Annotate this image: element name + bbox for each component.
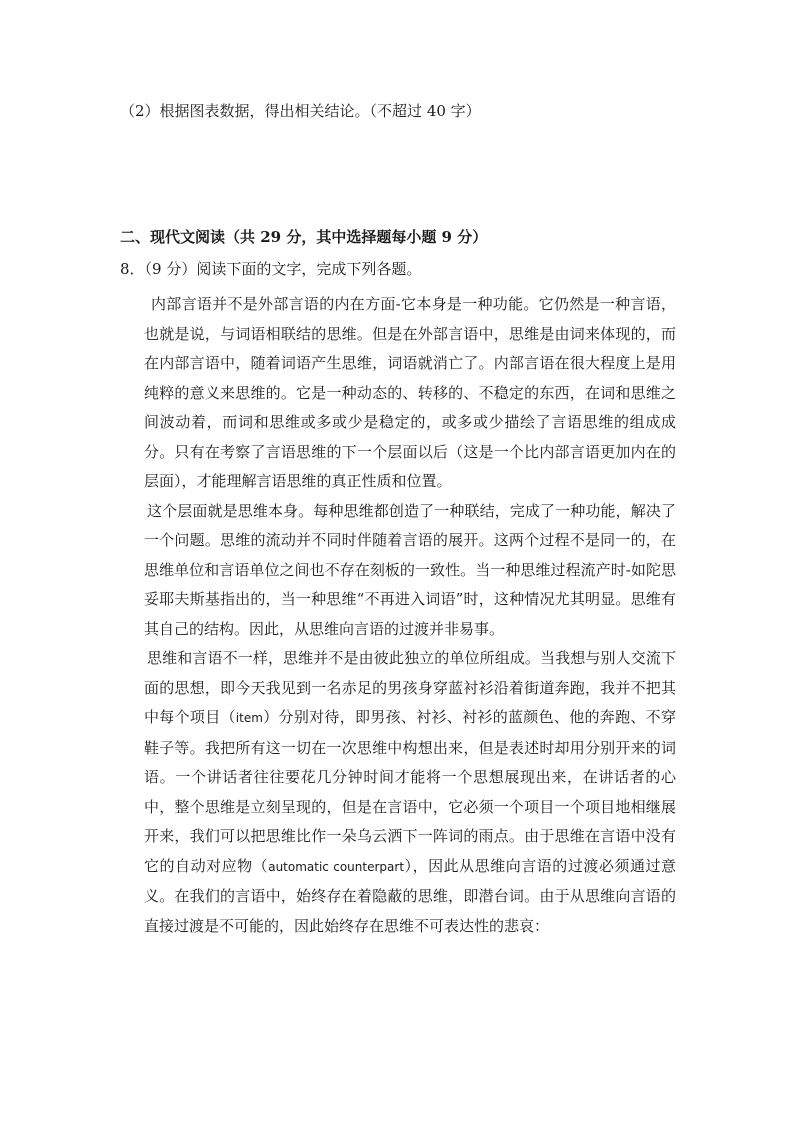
question-2-prompt: （2）根据图表数据，得出相关结论。（不超过 40 字） [120,102,481,120]
term-item: item [235,711,263,725]
section-title: 二、现代文阅读（共 29 分，其中选择题每小题 9 分） [120,228,488,246]
reading-passage [144,290,676,941]
paragraph-3-text-a: 思维和言语不一样，思维并不是由彼此独立的单位所组成。当我想与别人交流下面的思想，即今天我见到一名赤足的男孩身穿蓝衬衫沿着街道奔跑，我并不把其中每个项目（ [144,649,676,726]
term-automatic-counterpart: automatic counterpart [268,859,405,874]
paragraph-3-text-b: ）分别对待，即男孩、衬衫、衬衫的蓝颜色、他的奔跑、不穿鞋子等。我把所有这一切在一次思维中构想出来，但是表述时却用分别开来的词语。一个讲话者往往要花几分钟时间才能将一个思想展现出来，在讲话者的心中，整个思维是立刻呈现的，但是在言语中，它必须一个项目一个项目地相继展开来，我们可以把思维比作一朵乌云洒下一阵词的雨点。由于思维在言语中没有它的自动对应物（ [144,708,676,875]
passage-paragraph-3 [144,644,676,941]
passage-paragraph-2: 这个层面就是思维本身。每种思维都创造了一种联结，完成了一种功能，解决了一个问题。思维的流动并不同时伴随着言语的展开。这两个过程不是同一的，在思维单位和言语单位之间也不存在刻板的一致性。当一种思维过程流产时-如陀思妥耶夫斯基指出的，当一种思维“不再进入词语”时，这种情况尤其明显。思维有其自己的结构。因此，从思维向言语的过渡并非易事。 [144,501,676,638]
passage-paragraph-1: 内部言语并不是外部言语的内在方面-它本身是一种功能。它仍然是一种言语，也就是说，与词语相联结的思维。但是在外部言语中，思维是由词来体现的，而在内部言语中，随着词语产生思维，词语就消亡了。内部言语在很大程度上是用纯粹的意义来思维的。它是一种动态的、转移的、不稳定的东西，在词和思维之间波动着，而词和思维或多或少是稳定的，或多或少描绘了言语思维的组成成分。只有在考察了言语思维的下一个层面以后（这是一个比内部言语更加内在的层面），才能理解言语思维的真正性质和位置。 [144,295,676,490]
item-8-heading: 8．（9 分）阅读下面的文字，完成下列各题。 [120,260,422,278]
paragraph-3-text-c: ），因此从思维向言语的过渡必须通过意义。在我们的言语中，始终存在着隐蔽的思维，即潜台词。由于从思维向言语的直接过渡是不可能的，因此始终存在思维不可表达性的悲哀： [144,856,676,935]
